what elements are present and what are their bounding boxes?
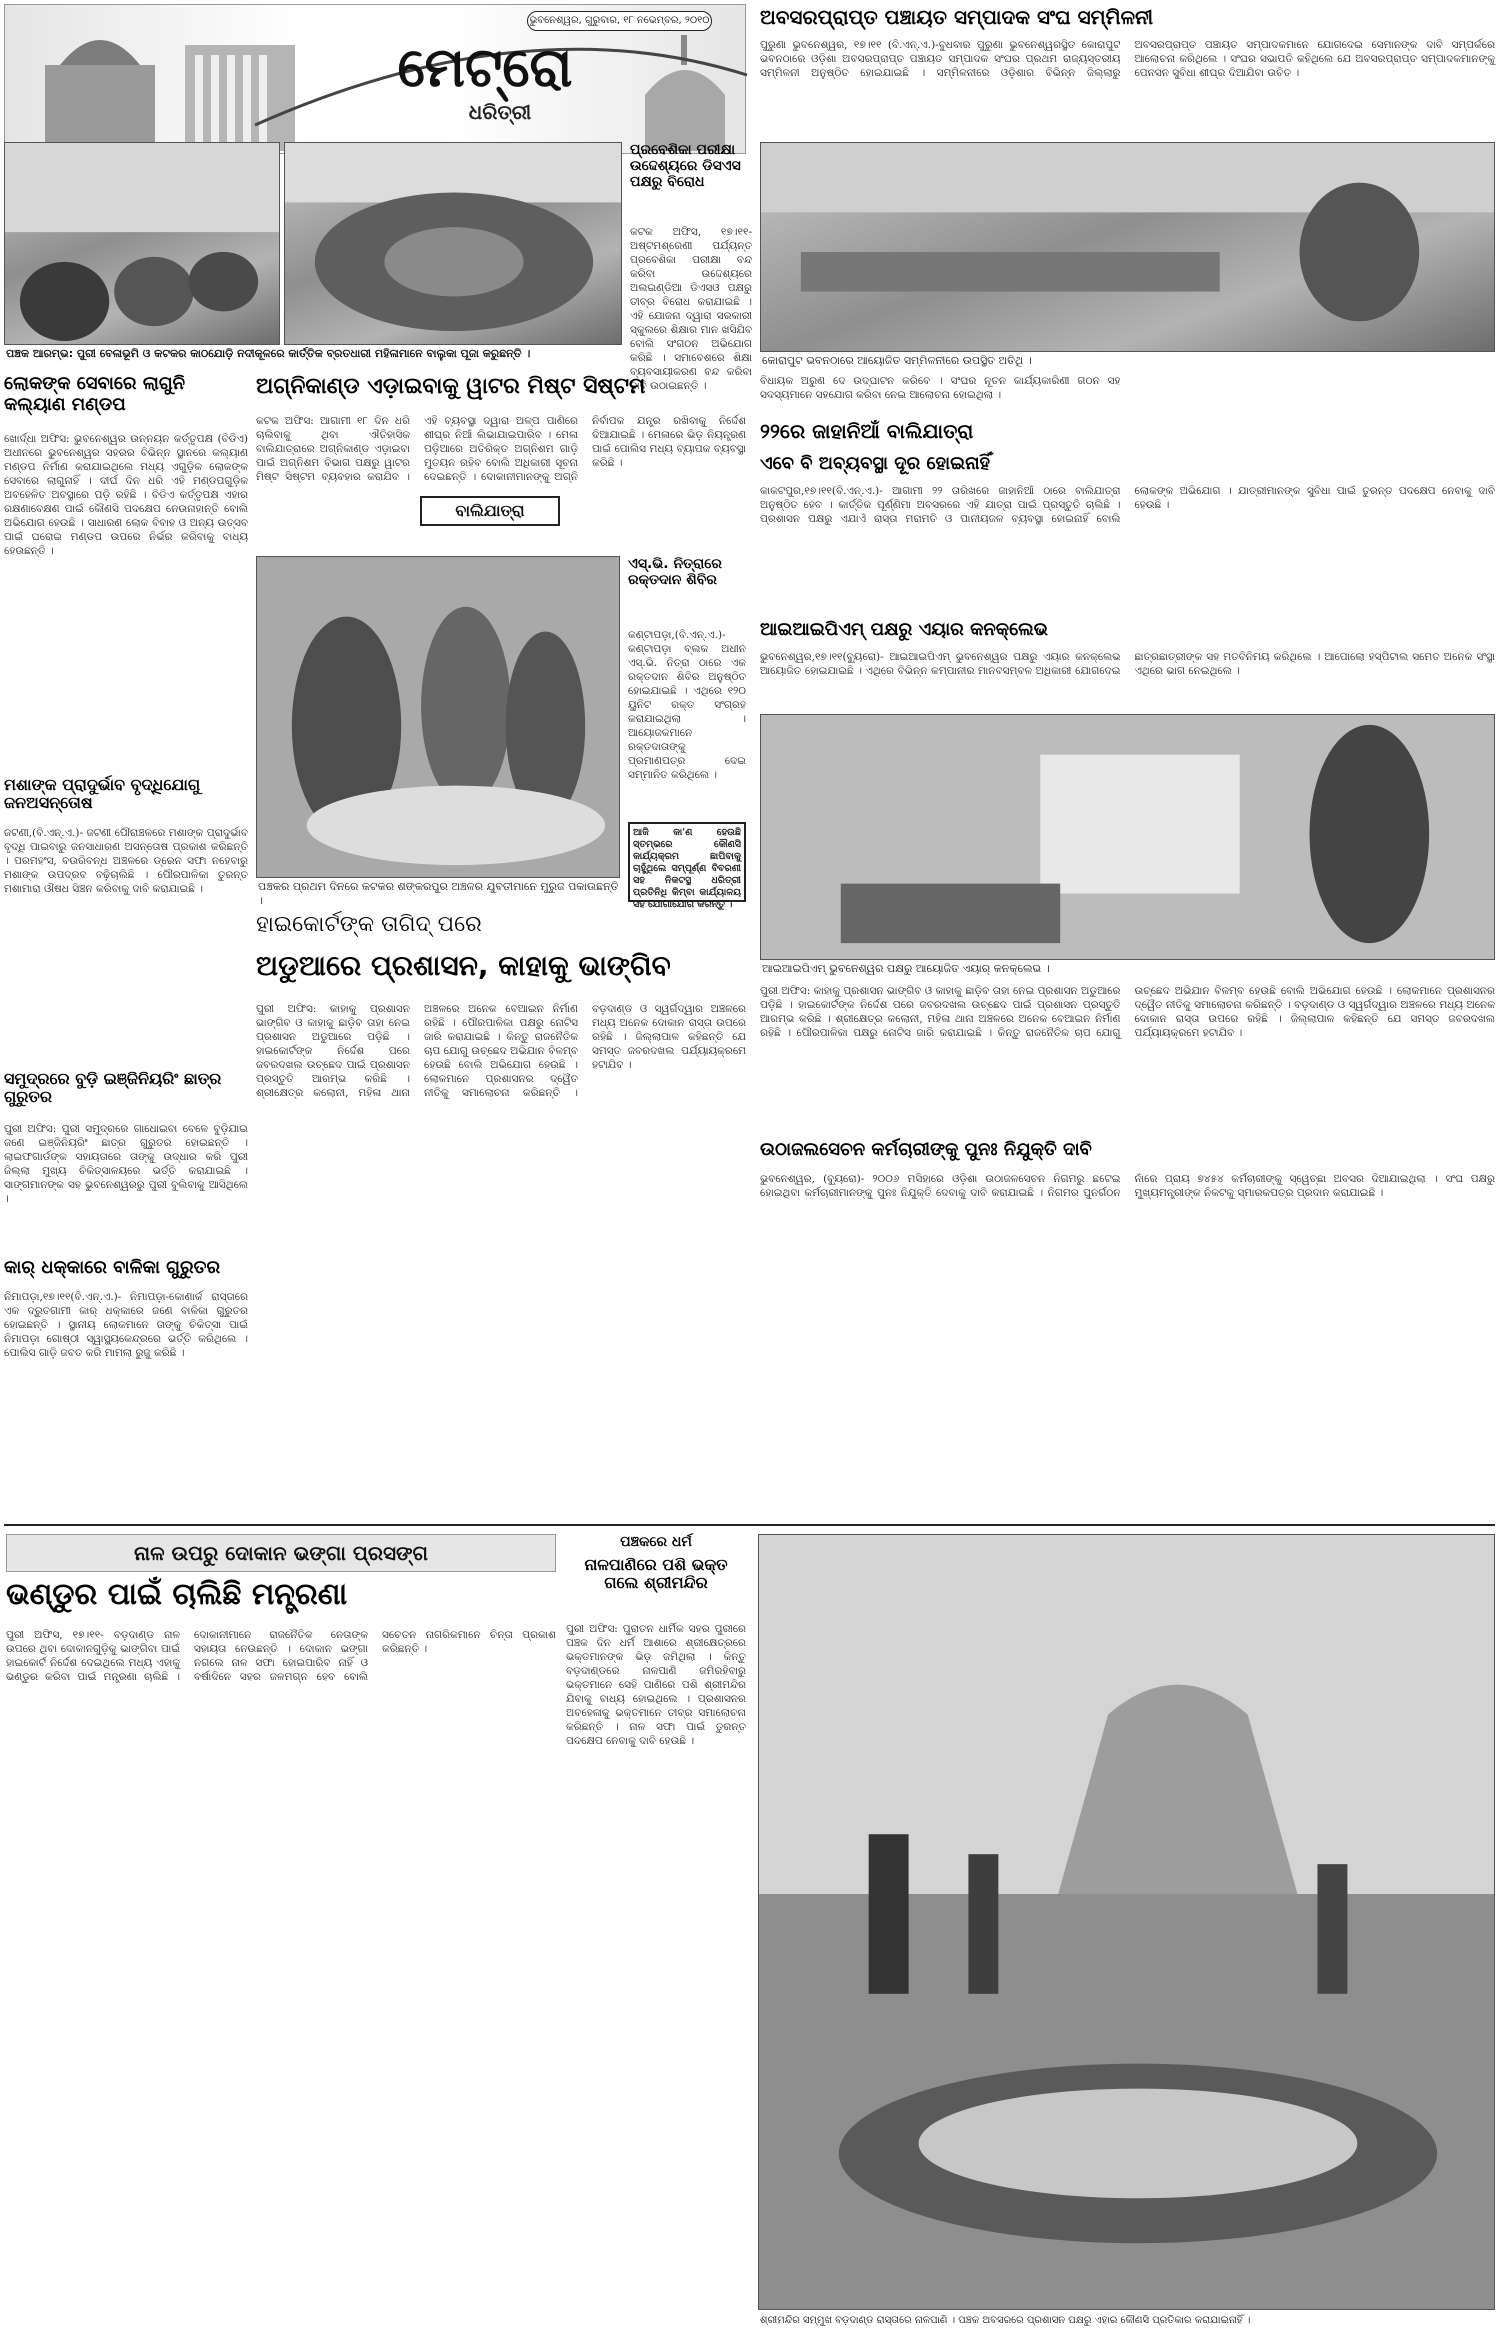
mismanagement-headline: ଏବେ ବି ଅବ୍ୟବସ୍ଥା ଦୂର ହୋଇନାହିଁ (760, 453, 991, 474)
mosquito-headline: ମଶାଙ୍କ ପ୍ରାଦୁର୍ଭାବ ବୃଦ୍ଧିଯୋଗୁ ଜନଅସନ୍ତୋଷ (4, 775, 201, 813)
blood-headline: ଏସ୍.ଭି. ନିତ୍ରାରେ ରକ୍ତଦାନ ଶିବିର (628, 556, 722, 589)
exam-protest-headline: ପ୍ରବେଶିକା ପରୀକ୍ଷା ଉଦ୍ଦେଶ୍ୟରେ ଡିସଏସ ପକ୍ଷରୁ ବିରୋଧ (630, 142, 741, 191)
drain-body: ପୁରୀ ଅଫିସ: ପୁରାତନ ଧାର୍ମିକ ସହର ପୁରୀରେ ପଞ୍ଚକ ଦିନ ଧର୍ମ ଆଶାରେ ଶ୍ରୀକ୍ଷେତ୍ରରେ ଭକ୍ତମାନଙ୍କ ଭିଡ଼ ଜମିଥିଲା । କିନ୍ତୁ ବଡ଼ଦାଣ୍ଡରେ ନାଳପାଣି ଜମିରହିବାରୁ ଭକ୍ତମାନେ ସେହି ପାଣିରେ ପଶି ଶ୍ରୀମନ୍ଦିର ଯିବାକୁ ବାଧ୍ୟ ହୋଇଥିଲେ । ପ୍ରଶାସନର ଅବହେଳାକୁ ଭକ୍ତମାନେ ତୀବ୍ର ସମାଲୋଚନା କରିଛନ୍ତି । ନାଳ ସଫା ପାଇଁ ତୁରନ୍ତ ପଦକ୍ଷେପ ନେବାକୁ ଦାବି ହେଉଛି । (566, 1623, 746, 1747)
masthead-subtitle: ଧରିତ୍ରୀ (468, 100, 532, 124)
baliyatra-badge-label: ବାଲିଯାତ୍ରା (455, 501, 525, 520)
utkal-body: ଭୁବନେଶ୍ୱର, (ବ୍ୟୁରୋ)- ୨୦୦୬ ମସିହାରେ ଓଡ଼ିଶା ଉଠାଜଳସେଚନ ନିଗମରୁ ଛଟେଇ ହୋଇଥିବା କର୍ମଚାରୀମାନଙ୍କୁ ପୁନଃ ନିଯୁକ୍ତି ଦେବାକୁ ଦାବି କରାଯାଇଛି । ନିଗମର ପୁନର୍ଗଠନ ନାଁରେ ପ୍ରାୟ ୭୪୫୪ କର୍ମଚାରୀଙ୍କୁ ସ୍ୱେଚ୍ଛା ଅବସର ଦିଆଯାଇଥିଲା । ସଂଘ ପକ୍ଷରୁ ମୁଖ୍ୟମନ୍ତ୍ରୀଙ୍କ ନିକଟକୁ ସ୍ମାରକପତ୍ର ପ୍ରଦାନ କରାଯାଇଛି । (760, 1173, 1495, 1199)
kalyan-headline: ଲୋକଙ୍କ ସେବାରେ ଲାଗୁନି କଲ୍ୟାଣ ମଣ୍ଡପ (4, 373, 186, 415)
drowning-headline: ସମୁଦ୍ରରେ ବୁଡ଼ି ଇଞ୍ଜିନିୟରିଂ ଛାତ୍ର ଗୁରୁତର (4, 1069, 222, 1107)
drowning-body: ପୁରୀ ଅଫିସ: ପୁରୀ ସମୁଦ୍ରରେ ଗାଧୋଇବା ବେଳେ ବୁଡ଼ିଯାଇ ଜଣେ ଇଞ୍ଜିନିୟରିଂ ଛାତ୍ର ଗୁରୁତର ହୋଇଛନ୍ତି । ଲାଇଫଗାର୍ଡଙ୍କ ସହାୟତାରେ ତାଙ୍କୁ ଉଦ୍ଧାର କରି ପୁରୀ ଜିଲ୍ଲା ମୁଖ୍ୟ ଚିକିତ୍ସାଳୟରେ ଭର୍ତ୍ତି କରାଯାଇଛି । ସାଙ୍ଗମାନଙ୍କ ସହ ଭୁବନେଶ୍ୱରରୁ ପୁରୀ ବୁଲିବାକୁ ଆସିଥିଲେ । (4, 1123, 248, 1205)
panchayat-headline: ଅବସରପ୍ରାପ୍ତ ପଞ୍ଚାୟତ ସମ୍ପାଦକ ସଂଘ ସମ୍ମିଳନୀ (760, 5, 1154, 29)
shops-headline: ଭଣ୍ଡୁର ପାଇଁ ଚାଲିଛି ମନ୍ତ୍ରଣା (6, 1577, 348, 1612)
conclave-headline: ଆଇଆଇପିଏମ୍ ପକ୍ଷରୁ ଏୟାର କନକ୍ଲେଭ (760, 619, 1048, 640)
drain-headline: ନାଳପାଣିରେ ପଶି ଭକ୍ତ ଗଲେ ଶ୍ରୀମନ୍ଦିର (584, 1555, 728, 1593)
koraput-caption: କୋରାପୁଟ ଭବନଠାରେ ଆୟୋଜିତ ସମ୍ମିଳନୀରେ ଉପସ୍ଥିତ ଅତିଥି । (762, 354, 1032, 367)
dateline-box (527, 11, 712, 31)
fire-headline: ଅଗ୍ନିକାଣ୍ଡ ଏଡ଼ାଇବାକୁ ୱାଟର ମିଷ୍ଟ ସିଷ୍ଟମ (256, 374, 646, 399)
temple-street-photo (758, 1534, 1495, 2310)
main-photo-caption: ପଞ୍ଚକ ଆରମ୍ଭ: ପୁରୀ ବେଳାଭୂମି ଓ କଟକର କାଠଯୋଡ଼ି ନଦୀକୂଳରେ କାର୍ତ୍ତିକ ବ୍ରତଧାରୀ ମହିଳାମାନେ ବାଲୁକା ପୂଜା କରୁଛନ୍ତି । (6, 347, 531, 360)
mosquito-body: ଜଟଣୀ,(ବି.ଏନ୍.ଏ.)- ଜଟଣୀ ପୌରାଞ୍ଚଳରେ ମଶାଙ୍କ ପ୍ରାଦୁର୍ଭାବ ବୃଦ୍ଧି ପାଇବାରୁ ଜନସାଧାରଣ ଅସନ୍ତୋଷ ପ୍ରକାଶ କରିଛନ୍ତି । ପରମହଂସ, ବଉରିବନ୍ଧ ଅଞ୍ଚଳରେ ଡ୍ରେନ ସଫା ନହେବାରୁ ମଶାଙ୍କ ଉପଦ୍ରବ ବଢ଼ିଚାଲିଛି । ପୌରପାଳିକା ତୁରନ୍ତ ମଶାମାରା ଔଷଧ ସିଞ୍ଚନ କରିବାକୁ ଦାବି କରାଯାଇଛି । (4, 827, 248, 895)
conclave-caption: ଆଇଆଇପିଏମ୍ ଭୁବନେଶ୍ୱର ପକ୍ଷରୁ ଆୟୋଜିତ ଏୟାର୍ କନକ୍ଲେଭ । (762, 962, 1050, 975)
shops-body: ପୁରୀ ଅଫିସ, ୧୭।୧୧- ବଡ଼ଦାଣ୍ଡ ନାଳ ଉପରେ ଥିବା ଦୋକାନଗୁଡ଼ିକୁ ଭାଙ୍ଗିବା ପାଇଁ ହାଇକୋର୍ଟ ନିର୍ଦ୍ଦେଶ ଦେଇଥିଲେ ମଧ୍ୟ ଏହାକୁ ଭଣ୍ଡୁର କରିବା ପାଇଁ ମନ୍ତ୍ରଣା ଚାଲିଛି । ଦୋକାନୀମାନେ ରାଜନୈତିକ ନେତାଙ୍କ ସହାୟତା ନେଉଛନ୍ତି । ଦୋକାନ ଭଙ୍ଗା ନଗଲେ ନାଳ ସଫା ହୋଇପାରିବ ନାହିଁ ଓ ବର୍ଷାଦିନେ ସହର ଜଳମଗ୍ନ ହେବ ବୋଲି ସଚେତନ ନାଗରିକମାନେ ଚିନ୍ତା ପ୍ରକାଶ କରିଛନ୍ତି । (6, 1629, 556, 1683)
mismanagement-body: କାକଟପୁର,୧୭।୧୧(ବି.ଏନ୍.ଏ.)- ଆଗାମୀ ୨୨ ତାରିଖରେ ଜାହାନିଆଁ ଠାରେ ବାଲିଯାତ୍ରା ଅନୁଷ୍ଠିତ ହେବ । କାର୍ତ୍ତିକ ପୂର୍ଣ୍ଣିମା ଅବସରରେ ଏହି ଯାତ୍ରା ପାଇଁ ପ୍ରସ୍ତୁତି ଚାଲିଛି । ପ୍ରଶାସନ ପକ୍ଷରୁ ଏଯାଏଁ ରାସ୍ତା ମରାମତି ଓ ପାନୀୟଜଳ ବ୍ୟବସ୍ଥା ହୋଇନାହିଁ ବୋଲି ଲୋକଙ୍କ ଅଭିଯୋଗ । ଯାତ୍ରୀମାନଙ୍କ ସୁବିଧା ପାଇଁ ତୁରନ୍ତ ପଦକ୍ଷେପ ନେବାକୁ ଦାବି ହେଉଛି । (760, 485, 1495, 525)
rangoli-caption: ପଞ୍ଚକର ପ୍ରଥମ ଦିନରେ କଟକର ଶଙ୍କରପୁର ଅଞ୍ଚଳର ଯୁବତୀମାନେ ମୁରୁଜ ପକାଉଛନ୍ତି । (258, 880, 619, 907)
highcourt-headline: ଅଡୁଆରେ ପ୍ରଶାସନ, କାହାକୁ ଭାଙ୍ଗିବ (256, 949, 671, 982)
janiaani-intro: ବିଧାୟକ ଅରୁଣ ଦେ ଉଦ୍‌ଘାଟନ କରିବେ । ସଂଘର ନୂତନ କାର୍ଯ୍ୟକାରିଣୀ ଗଠନ ସହ ସଦସ୍ୟମାନେ ସହଯୋଗ କରିବା ନେଇ ଆଲୋଚନା ହୋଇଥିଲା । (760, 375, 1121, 401)
shops-kicker-box (6, 1534, 556, 1572)
rangoli-photo (256, 556, 620, 878)
fire-body: କଟକ ଅଫିସ: ଆଗାମୀ ୧୮ ଦିନ ଧରି ଚାଲିବାକୁ ଥିବା ଐତିହାସିକ ବାଲିଯାତ୍ରାରେ ଅଗ୍ନିକାଣ୍ଡ ଏଡ଼ାଇବା ପାଇଁ ଅଗ୍ନିଶମ ବିଭାଗ ପକ୍ଷରୁ ୱାଟର ମିଷ୍ଟ ସିଷ୍ଟମ ବ୍ୟବହାର କରାଯିବ । ଏହି ବ୍ୟବସ୍ଥା ଦ୍ୱାରା ଅଳ୍ପ ପାଣିରେ ଶୀଘ୍ର ନିଆଁ ଲିଭାଯାଇପାରିବ । ମେଳା ପଡ଼ିଆରେ ଅତିରିକ୍ତ ଅଗ୍ନିଶମ ଗାଡ଼ି ମୁତୟନ ରହିବ ବୋଲି ଅଧିକାରୀ ସୂଚନା ଦେଇଛନ୍ତି । ଦୋକାନୀମାନଙ୍କୁ ଅଗ୍ନି ନିର୍ବାପକ ଯନ୍ତ୍ର ରଖିବାକୁ ନିର୍ଦ୍ଦେଶ ଦିଆଯାଇଛି । ମେଳାରେ ଭିଡ଼ ନିୟନ୍ତ୍ରଣ ପାଇଁ ପୋଲିସ ମଧ୍ୟ ବ୍ୟାପକ ବ୍ୟବସ୍ଥା କରିଛି । (256, 415, 746, 483)
janiaani-headline: ୨୨ରେ ଜାହାନିଆଁ ବାଲିଯାତ୍ରା (760, 419, 974, 443)
utkal-headline: ଉଠାଜଲସେଚନ କର୍ମଚାରୀଙ୍କୁ ପୁନଃ ନିଯୁକ୍ତି ଦାବି (760, 1139, 1092, 1160)
car-accident-headline: କାର୍ ଧକ୍କାରେ ବାଳିକା ଗୁରୁତର (4, 1257, 221, 1278)
car-accident-body: ନିମାପଡ଼ା,୧୭।୧୧(ବି.ଏନ୍.ଏ.)- ନିମାପଡ଼ା-କୋଣାର୍କ ରାସ୍ତାରେ ଏକ ଦ୍ରୁତଗାମୀ କାର୍ ଧକ୍କାରେ ଜଣେ ବାଳିକା ଗୁରୁତର ହୋଇଛନ୍ତି । ସ୍ଥାନୀୟ ଲୋକମାନେ ତାଙ୍କୁ ଚିକିତ୍ସା ପାଇଁ ନିମାପଡ଼ା ଗୋଷ୍ଠୀ ସ୍ୱାସ୍ଥ୍ୟକେନ୍ଦ୍ରରେ ଭର୍ତ୍ତି କରିଥିଲେ । ପୋଲିସ ଗାଡ଼ି ଜବତ କରି ମାମଲା ରୁଜୁ କରିଛି । (4, 1291, 248, 1359)
highcourt-continued: ପୁରୀ ଅଫିସ: କାହାକୁ ପ୍ରଶାସନ ଭାଙ୍ଗିବ ଓ କାହାକୁ ଛାଡ଼ିବ ତାହା ନେଇ ପ୍ରଶାସନ ଅଡୁଆରେ ପଡ଼ିଛି । ହାଇକୋର୍ଟଙ୍କ ନିର୍ଦ୍ଦେଶ ପରେ ଜବରଦଖଲ ଉଚ୍ଛେଦ ପାଇଁ ପ୍ରଶାସନ ପ୍ରସ୍ତୁତି ଆରମ୍ଭ କରିଛି । ଶ୍ରୀକ୍ଷେତ୍ର କଲୋନୀ, ମହିଳା ଥାନା ଅଞ୍ଚଳରେ ଅନେକ ବେଆଇନ ନିର୍ମାଣ ରହିଛି । ପୌରପାଳିକା ପକ୍ଷରୁ ନୋଟିସ ଜାରି କରାଯାଇଛି । କିନ୍ତୁ ରାଜନୈତିକ ଚାପ ଯୋଗୁ ଉଚ୍ଛେଦ ଅଭିଯାନ ବିଳମ୍ବ ହେଉଛି ବୋଲି ଅଭିଯୋଗ ହେଉଛି । ଲୋକମାନେ ପ୍ରଶାସନର ଦ୍ୱୈତ ନୀତିକୁ ସମାଲୋଚନା କରିଛନ୍ତି । ବଡ଼ଦାଣ୍ଡ ଓ ସ୍ୱର୍ଗଦ୍ୱାର ଅଞ୍ଚଳରେ ମଧ୍ୟ ଅନେକ ଦୋକାନ ରାସ୍ତା ଉପରେ ରହିଛି । ଜିଲ୍ଲାପାଳ କହିଛନ୍ତି ଯେ ସମସ୍ତ ଜବରଦଖଲ ପର୍ଯ୍ୟାୟକ୍ରମେ ହଟାଯିବ । (760, 985, 1495, 1039)
temple-caption: ଶ୍ରୀମନ୍ଦିର ସମ୍ମୁଖ ବଡ଼ଦାଣ୍ଡ ରାସ୍ତାରେ ନାଳପାଣି । ପଞ୍ଚକ ଅବସରରେ ପ୍ରଶାସନ ପକ୍ଷରୁ ଏହାର କୌଣସି ପ୍ରତିକାର କରାଯାଇନାହିଁ । (760, 2315, 1251, 2326)
baliyatra-badge (420, 496, 560, 526)
highcourt-body: ପୁରୀ ଅଫିସ: କାହାକୁ ପ୍ରଶାସନ ଭାଙ୍ଗିବ ଓ କାହାକୁ ଛାଡ଼ିବ ତାହା ନେଇ ପ୍ରଶାସନ ଅଡୁଆରେ ପଡ଼ିଛି । ହାଇକୋର୍ଟଙ୍କ ନିର୍ଦ୍ଦେଶ ପରେ ଜବରଦଖଲ ଉଚ୍ଛେଦ ପାଇଁ ପ୍ରଶାସନ ପ୍ରସ୍ତୁତି ଆରମ୍ଭ କରିଛି । ଶ୍ରୀକ୍ଷେତ୍ର କଲୋନୀ, ମହିଳା ଥାନା ଅଞ୍ଚଳରେ ଅନେକ ବେଆଇନ ନିର୍ମାଣ ରହିଛି । ପୌରପାଳିକା ପକ୍ଷରୁ ନୋଟିସ ଜାରି କରାଯାଇଛି । କିନ୍ତୁ ରାଜନୈତିକ ଚାପ ଯୋଗୁ ଉଚ୍ଛେଦ ଅଭିଯାନ ବିଳମ୍ବ ହେଉଛି ବୋଲି ଅଭିଯୋଗ ହେଉଛି । ଲୋକମାନେ ପ୍ରଶାସନର ଦ୍ୱୈତ ନୀତିକୁ ସମାଲୋଚନା କରିଛନ୍ତି । ବଡ଼ଦାଣ୍ଡ ଓ ସ୍ୱର୍ଗଦ୍ୱାର ଅଞ୍ଚଳରେ ମଧ୍ୟ ଅନେକ ଦୋକାନ ରାସ୍ତା ଉପରେ ରହିଛି । ଜିଲ୍ଲାପାଳ କହିଛନ୍ତି ଯେ ସମସ୍ତ ଜବରଦଖଲ ପର୍ଯ୍ୟାୟକ୍ରମେ ହଟାଯିବ । (256, 1003, 746, 1099)
highcourt-kicker: ହାଇକୋର୍ଟଙ୍କ ତାଗିଦ୍ ପରେ (256, 912, 482, 937)
masthead (4, 4, 746, 154)
section-divider (4, 1524, 1495, 1526)
conclave-photo (760, 714, 1495, 960)
beach-prayer-photo-left (4, 142, 280, 345)
blood-body: କଣ୍ଟାପଡ଼ା,(ବି.ଏନ୍.ଏ.)- କଣ୍ଟାପଡ଼ା ବ୍ଲକ ଅଧୀନ ଏସ୍.ଭି. ନିତ୍ରା ଠାରେ ଏକ ରକ୍ତଦାନ ଶିବିର ଅନୁଷ୍ଠିତ ହୋଇଯାଇଛି । ଏଥିରେ ୧୨୦ ୟୁନିଟ ରକ୍ତ ସଂଗ୍ରହ କରାଯାଇଥିଲା । ଆୟୋଜକମାନେ ରକ୍ତଦାତାଙ୍କୁ ପ୍ରମାଣପତ୍ର ଦେଇ ସମ୍ମାନିତ କରିଥିଲେ । (628, 629, 746, 781)
drain-kicker: ପଞ୍ଚକରେ ଧର୍ମ (620, 1534, 692, 1550)
conclave-body: ଭୁବନେଶ୍ୱର,୧୭।୧୧(ବ୍ୟୁରୋ)- ଆଇଆଇପିଏମ୍ ଭୁବନେଶ୍ୱର ପକ୍ଷରୁ ଏୟାର କନକ୍ଲେଭ ଆୟୋଜିତ ହୋଇଯାଇଛି । ଏଥିରେ ବିଭିନ୍ନ କମ୍ପାନୀର ମାନବସମ୍ବଳ ଅଧିକାରୀ ଯୋଗଦେଇ ଛାତ୍ରଛାତ୍ରୀଙ୍କ ସହ ମତବିନିମୟ କରିଥିଲେ । ଆପୋଲୋ ହସ୍ପିଟାଲ ସମେତ ଅନେକ ସଂସ୍ଥା ଏଥିରେ ଭାଗ ନେଇଥିଲେ । (760, 651, 1495, 677)
panchayat-body: ପୁରୁଣା ଭୁବନେଶ୍ୱର, ୧୭।୧୧ (ବି.ଏନ୍.ଏ.)-ବୁଧବାର ପୁରୁଣା ଭୁବନେଶ୍ୱରସ୍ଥିତ କୋରାପୁଟ ଭବନଠାରେ ଓଡ଼ିଶା ଅବସରପ୍ରାପ୍ତ ପଞ୍ଚାୟତ ସମ୍ପାଦକ ସଂଘର ପ୍ରଥମ ରାଜ୍ୟସ୍ତରୀୟ ସମ୍ମିଳନୀ ଅନୁଷ୍ଠିତ ହୋଇଯାଇଛି । ସମ୍ମିଳନୀରେ ଓଡ଼ିଶାର ବିଭିନ୍ନ ଜିଲ୍ଲାରୁ ଅବସରପ୍ରାପ୍ତ ପଞ୍ଚାୟତ ସମ୍ପାଦକମାନେ ଯୋଗଦେଇ ସେମାନଙ୍କ ଦାବି ସମ୍ପର୍କରେ ଆଲୋଚନା କରିଥିଲେ । ସଂଘର ସଭାପତି କହିଥିଲେ ଯେ ଅବସରପ୍ରାପ୍ତ ସମ୍ପାଦକମାନଙ୍କୁ ପେନସନ ସୁବିଧା ଶୀଘ୍ର ଦିଆଯିବା ଉଚିତ । (760, 39, 1495, 79)
masthead-title: ମେଟ୍ରୋ (397, 36, 573, 99)
beach-prayer-photo-right (284, 142, 622, 345)
shops-kicker: ନାଳ ଉପରୁ ଦୋକାନ ଭଙ୍ଗା ପ୍ରସଙ୍ଗ (134, 1541, 428, 1565)
exam-protest-body: କଟକ ଅଫିସ, ୧୭।୧୧- ଅଷ୍ଟମଶ୍ରେଣୀ ପର୍ଯ୍ୟନ୍ତ ପ୍ରବେଶିକା ପରୀକ୍ଷା ବନ୍ଦ କରିବା ଉଦ୍ଦେଶ୍ୟରେ ଅଲଇଣ୍ଡିଆ ଡିଏସଓ ପକ୍ଷରୁ ତୀବ୍ର ବିରୋଧ କରାଯାଇଛି । ଏହି ଯୋଜନା ଦ୍ୱାରା ସରକାରୀ ସ୍କୁଲରେ ଶିକ୍ଷାର ମାନ ଖସିଯିବ ବୋଲି ସଂଗଠନ ଅଭିଯୋଗ କରିଛି । ସମାବେଶରେ ଶିକ୍ଷା ବ୍ୟବସାୟୀକରଣ ବନ୍ଦ କରିବା ଦାବି ଉଠାଇଛନ୍ତି । (630, 226, 752, 392)
kalyan-body: ଖୋର୍ଦ୍ଧା ଅଫିସ: ଭୁବନେଶ୍ୱର ଉନ୍ନୟନ କର୍ତ୍ତୃପକ୍ଷ (ବିଡିଏ) ଅଧୀନରେ ଭୁବନେଶ୍ୱର ସହରର ବିଭିନ୍ନ ସ୍ଥାନରେ କଲ୍ୟାଣ ମଣ୍ଡପ ନିର୍ମାଣ କରାଯାଇଥିଲେ ମଧ୍ୟ ଏଗୁଡ଼ିକ ଲୋକଙ୍କ ସେବାରେ ଲାଗୁନାହିଁ । ଦୀର୍ଘ ଦିନ ଧରି ଏହି ମଣ୍ଡପଗୁଡ଼ିକ ଅବହେଳିତ ଅବସ୍ଥାରେ ପଡ଼ି ରହିଛି । ବିଡିଏ କର୍ତ୍ତୃପକ୍ଷ ଏହାର ରକ୍ଷଣାବେକ୍ଷଣ ପାଇଁ କୌଣସି ପଦକ୍ଷେପ ନେଉନାହାନ୍ତି ବୋଲି ଅଭିଯୋଗ ହେଉଛି । ସାଧାରଣ ଲୋକ ବିବାହ ଓ ଅନ୍ୟ ଉତ୍ସବ ପାଇଁ ଘରୋଇ ମଣ୍ଡପ ଉପରେ ନିର୍ଭର କରିବାକୁ ବାଧ୍ୟ ହେଉଛନ୍ତି । (4, 433, 248, 557)
dateline: ଭୁବନେଶ୍ୱର, ଗୁରୁବାର, ୧୮ ନଭେମ୍ବର, ୨୦୧୦ (529, 15, 710, 26)
notice-box: ଆଜି କା'ଣ ହେଉଛି ସ୍ତମ୍ଭରେ କୌଣସି କାର୍ଯ୍ୟକ୍ରମ ଛାପିବାକୁ ଚାହୁଁଥିଲେ ସମ୍ପୂର୍ଣ୍ଣ ବିବରଣୀ ସହ ନିକଟସ୍ଥ ଧରିତ୍ରୀ ପ୍ରତିନିଧି କିମ୍ବା କାର୍ଯ୍ୟାଳୟ ସହ ଯୋଗାଯୋଗ କରନ୍ତୁ । (628, 822, 746, 902)
koraput-meeting-photo (760, 142, 1495, 352)
